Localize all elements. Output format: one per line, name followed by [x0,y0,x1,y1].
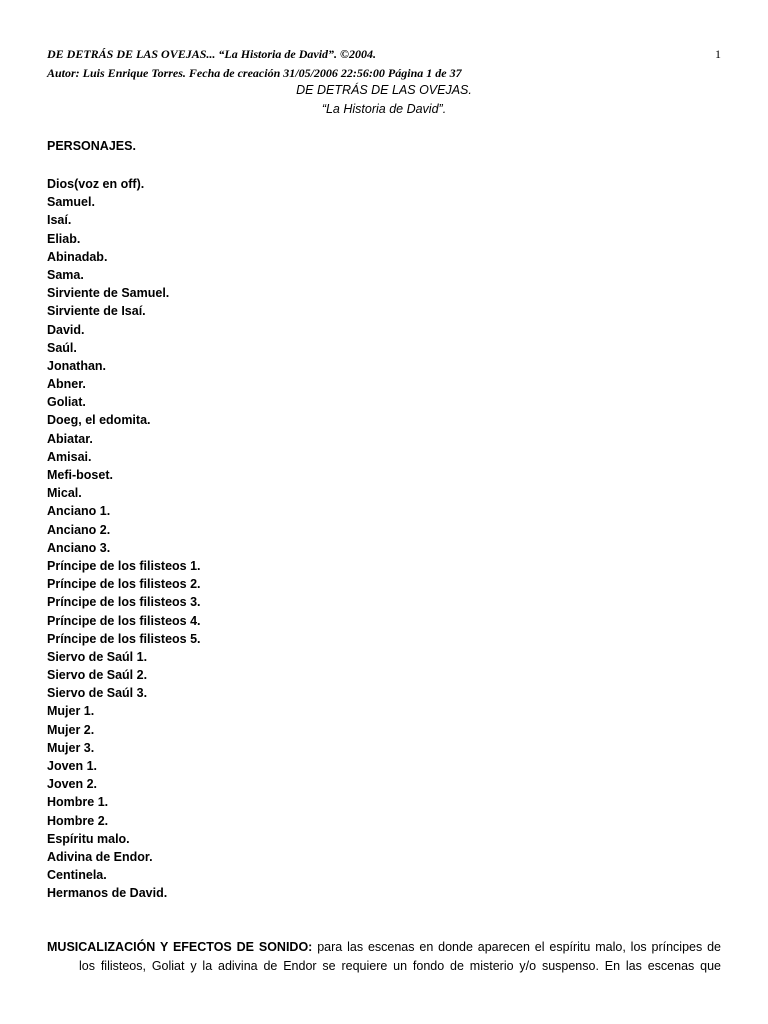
character-item: Saúl. [47,340,77,355]
character-item: Mujer 2. [47,722,95,737]
character-item: Príncipe de los filisteos 2. [47,577,201,592]
character-item: Espíritu malo. [47,831,130,846]
document-subtitle: “La Historia de David”. [321,102,447,116]
running-header-author: Autor: Luis Enrique Torres. Fecha de creación 31/05/2006 22:56:00 Página 1 de 37 [47,66,462,80]
character-item: Goliat. [47,395,86,410]
character-item: Anciano 1. [47,504,111,519]
character-item: Siervo de Saúl 3. [47,686,148,701]
character-item: Sama. [47,267,84,282]
character-item: Anciano 3. [47,540,111,555]
character-item: Isaí. [47,213,72,228]
character-item: Príncipe de los filisteos 5. [47,631,201,646]
character-item: Mujer 3. [47,740,95,755]
character-item: Jonathan. [47,358,107,373]
running-header-title: DE DETRÁS DE LAS OVEJAS... “La Historia de David”. ©2004. [47,47,377,61]
character-item: Abiatar. [47,431,93,446]
character-item: Hermanos de David. [47,886,168,901]
page-number: 1 [715,47,721,61]
music-text-line-1: para las escenas en donde aparecen el espíritu malo, los príncipes de [317,940,722,954]
character-item: Eliab. [47,231,81,246]
music-paragraph-line-2 [47,957,721,976]
character-item: Doeg, el edomita. [47,413,151,428]
music-label: MUSICALIZACIÓN Y EFECTOS DE SONIDO: [47,940,313,954]
character-item: Abinadab. [47,249,108,264]
character-item: Siervo de Saúl 1. [47,649,148,664]
character-item: Hombre 1. [47,795,109,810]
character-item: Centinela. [47,868,107,883]
character-item: Joven 2. [47,777,98,792]
music-text-line-2: los filisteos, Goliat y la adivina de Endor se requiere un fondo de misterio y/o suspenso. En las escenas que [79,959,721,973]
character-item: Sirviente de Samuel. [47,286,170,301]
section-heading-personajes: PERSONAJES. [47,139,136,153]
character-item: Príncipe de los filisteos 4. [47,613,201,628]
music-paragraph-line-1 [47,938,721,957]
character-item: Mujer 1. [47,704,95,719]
character-item: Abner. [47,377,86,392]
character-item: Joven 1. [47,759,98,773]
character-item: Mefi-boset. [47,468,113,482]
character-item: Siervo de Saúl 2. [47,668,148,683]
character-item: Amisai. [47,449,92,464]
character-item: Adivina de Endor. [47,849,153,864]
document-title: DE DETRÁS DE LAS OVEJAS. [296,83,472,97]
character-item: Hombre 2. [47,813,109,828]
character-item: Príncipe de los filisteos 1. [47,558,201,573]
character-item: Sirviente de Isaí. [47,304,146,319]
character-item: Mical. [47,486,82,501]
character-item: David. [47,322,85,337]
character-item: Samuel. [47,195,95,210]
music-paragraph [47,938,721,976]
character-item: Anciano 2. [47,522,111,537]
character-list [47,175,201,903]
character-item: Príncipe de los filisteos 3. [47,595,201,610]
character-item: Dios(voz en off). [47,177,145,191]
